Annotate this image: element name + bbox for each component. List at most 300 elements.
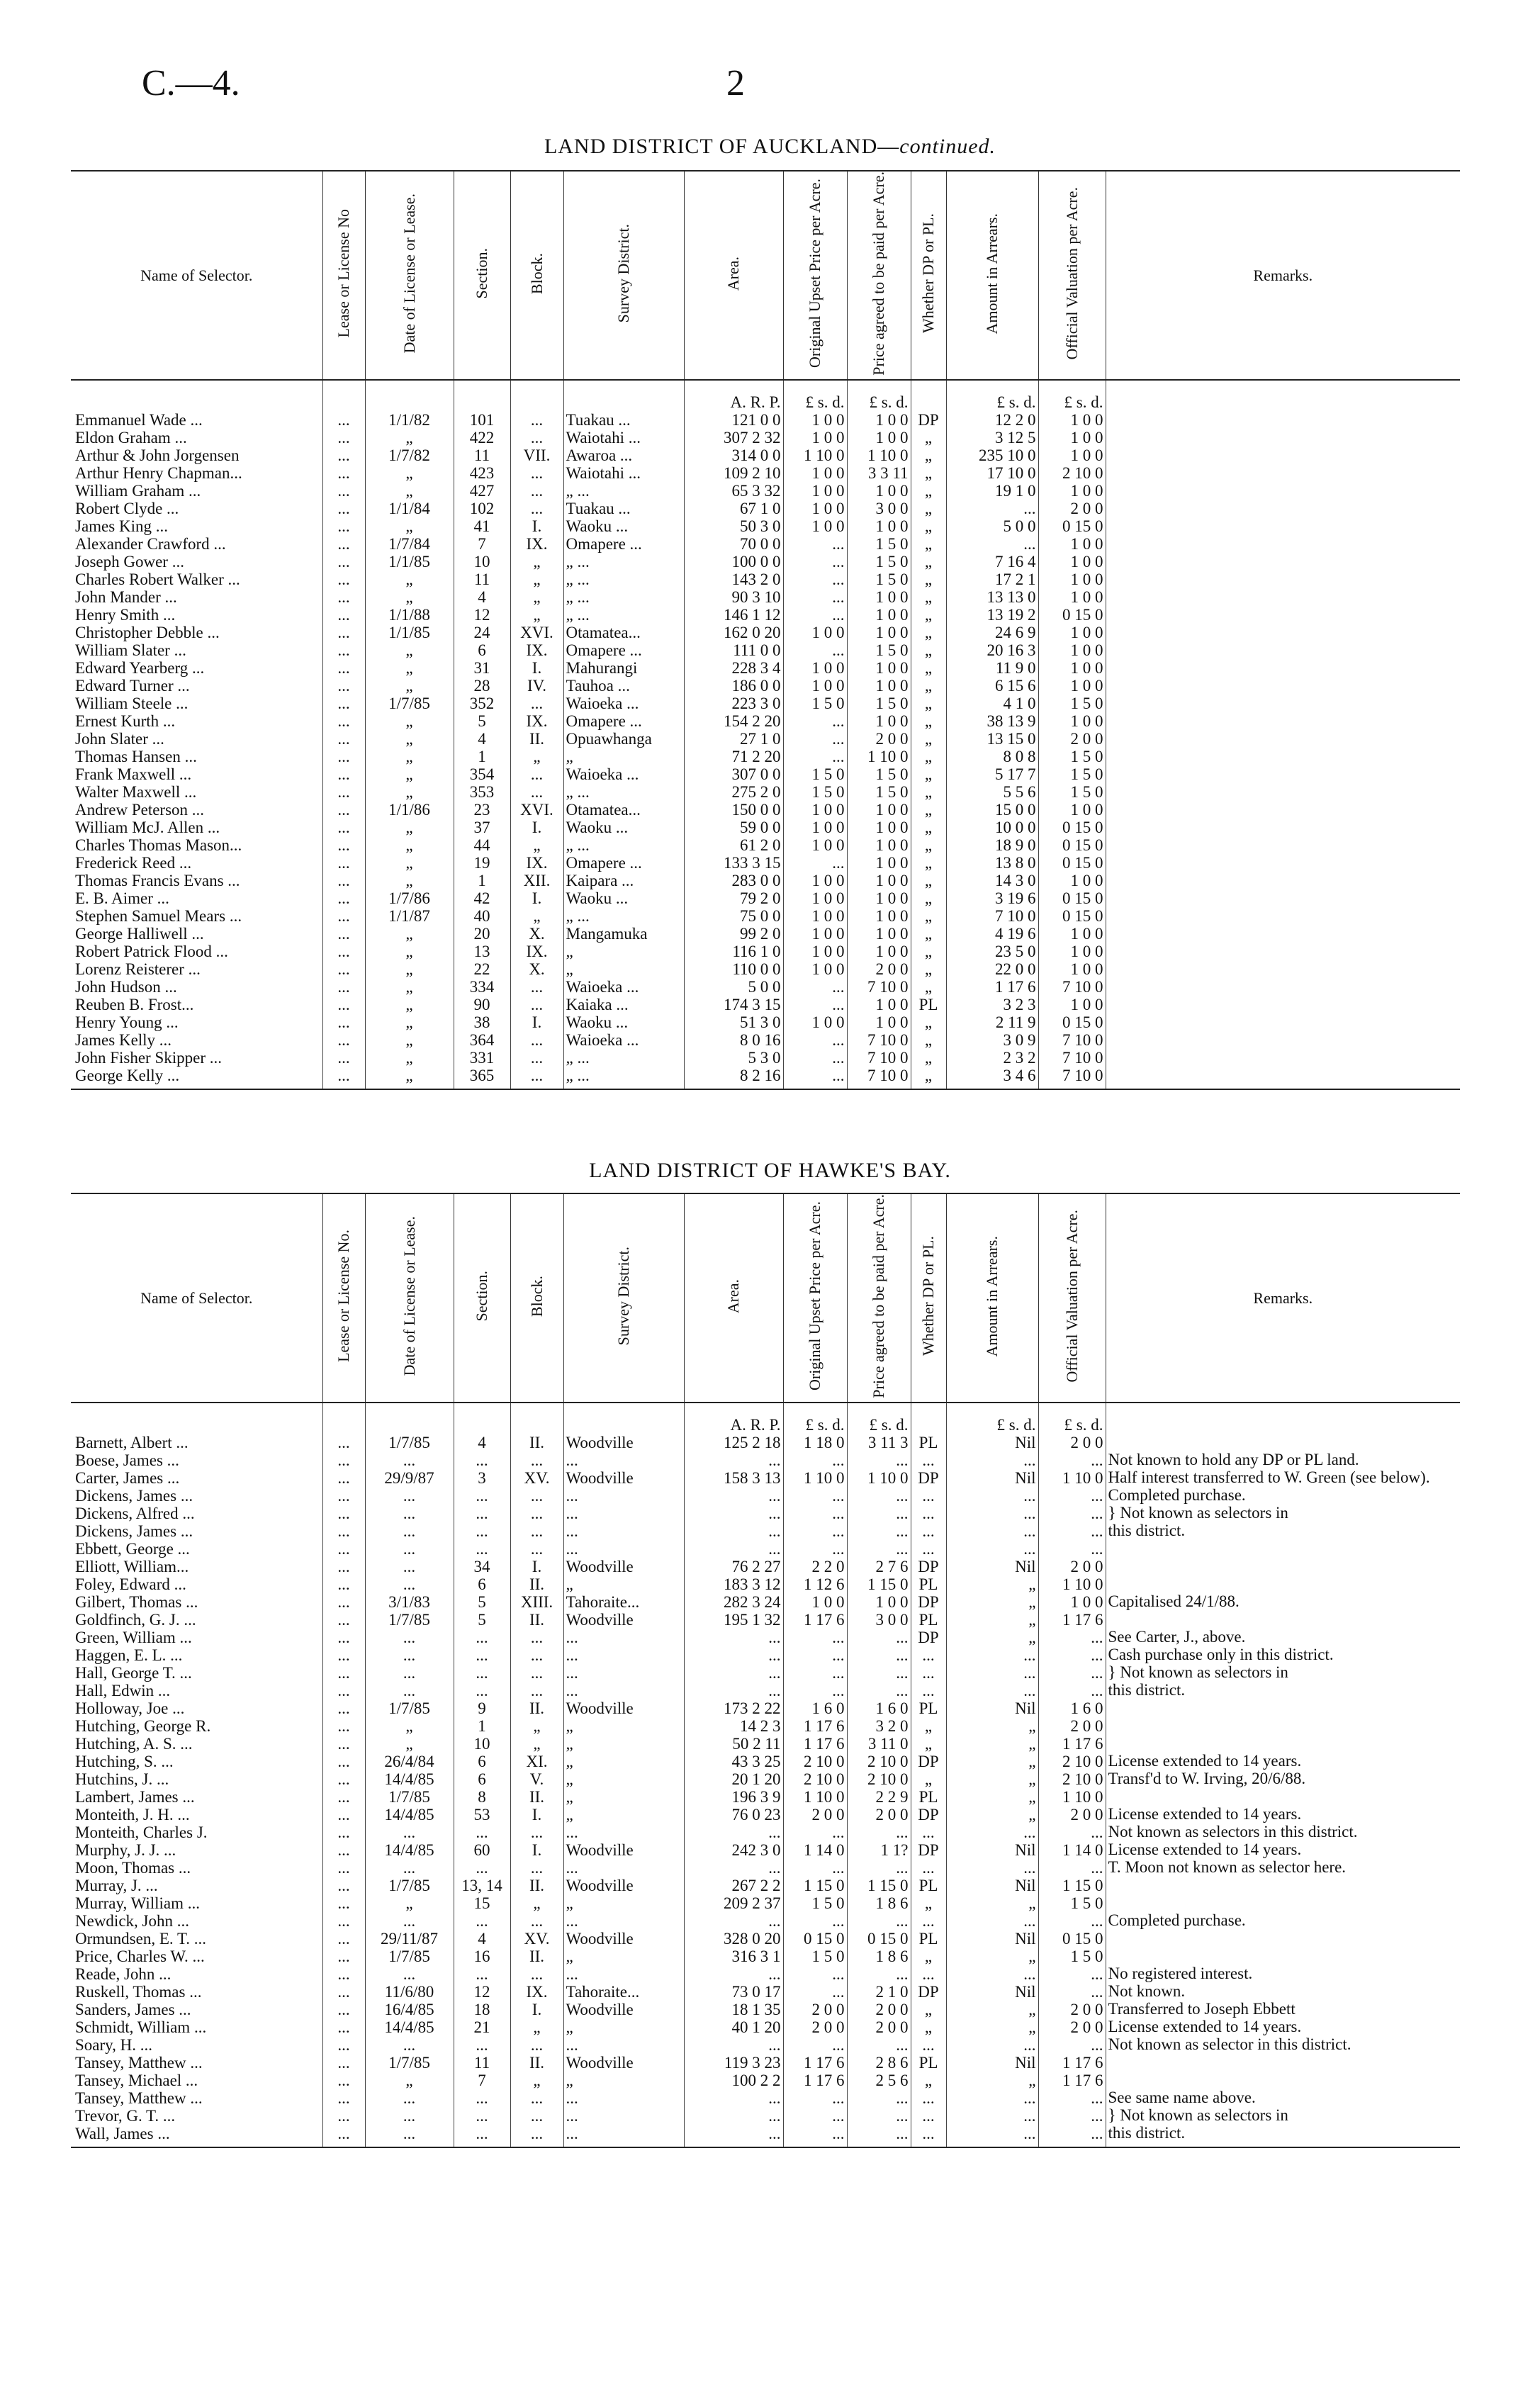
cell-lease-no: ... — [322, 677, 365, 695]
cell-upset-price: ... — [783, 748, 847, 765]
cell-date: 11/6/80 — [365, 1983, 454, 2001]
table-row — [71, 1664, 1460, 1682]
cell-area: 14 2 3 — [684, 1717, 783, 1735]
cell-survey-district: Woodville — [563, 1611, 684, 1629]
cell-agreed-price: ... — [847, 1629, 911, 1646]
cell-remarks — [1106, 889, 1460, 907]
cell-upset-price: 1 0 0 — [783, 960, 847, 978]
cell-section: 331 — [454, 1049, 510, 1067]
cell-valuation: 1 17 6 — [1038, 1611, 1106, 1629]
cell-agreed-price: ... — [847, 1522, 911, 1540]
cell-area: 99 2 0 — [684, 925, 783, 943]
table-row — [71, 2072, 1460, 2089]
cell-block: I. — [510, 889, 563, 907]
cell-arrears: 19 1 0 — [946, 482, 1038, 500]
cell-valuation: 1 0 0 — [1038, 677, 1106, 695]
cell-remarks — [1106, 1031, 1460, 1049]
cell-agreed-price: 1 0 0 — [847, 819, 911, 836]
cell-valuation: 1 0 0 — [1038, 1593, 1106, 1611]
cell-area: ... — [684, 2036, 783, 2054]
cell-name: Dickens, James ... — [75, 1522, 193, 1540]
cell-lease-no: ... — [322, 517, 365, 535]
table-row — [71, 1965, 1460, 1983]
cell-section: 11 — [454, 571, 510, 588]
cell-section: 37 — [454, 819, 510, 836]
cell-arrears: 7 16 4 — [946, 553, 1038, 571]
cell-area: ... — [684, 1859, 783, 1877]
cell-survey-district: ... — [563, 1540, 684, 1558]
cell-name: Reade, John ... — [75, 1965, 172, 1983]
cell-survey-district: Mangamuka — [563, 925, 684, 943]
table-row — [71, 1735, 1460, 1753]
cell-remarks — [1106, 872, 1460, 889]
cell-upset-price: 2 10 0 — [783, 1753, 847, 1770]
cell-remarks — [1106, 907, 1460, 925]
col-header-survey-district — [563, 1193, 684, 1403]
cell-block: „ — [510, 606, 563, 624]
cell-upset-price: 1 15 0 — [783, 1877, 847, 1894]
document-code: C.—4. — [142, 63, 240, 103]
cell-agreed-price: 1 0 0 — [847, 996, 911, 1013]
cell-area: 75 0 0 — [684, 907, 783, 925]
cell-lease-no: ... — [322, 1930, 365, 1948]
cell-arrears: ... — [946, 1912, 1038, 1930]
cell-area: 79 2 0 — [684, 889, 783, 907]
cell-block: II. — [510, 1575, 563, 1593]
cell-agreed-price: 1 0 0 — [847, 801, 911, 819]
cell-upset-price: ... — [783, 2125, 847, 2147]
cell-date: 14/4/85 — [365, 1806, 454, 1823]
cell-agreed-price: 1 0 0 — [847, 712, 911, 730]
table-row — [71, 801, 1460, 819]
cell-lease-no: ... — [322, 2018, 365, 2036]
cell-arrears: ... — [946, 2089, 1038, 2107]
cell-upset-price: ... — [783, 1983, 847, 2001]
cell-survey-district: Waioeka ... — [563, 695, 684, 712]
cell-area: 133 3 15 — [684, 854, 783, 872]
unit-agreed-price: £ s. d. — [847, 1403, 911, 1434]
table-row — [71, 1558, 1460, 1575]
table-row — [71, 978, 1460, 996]
cell-section: 13 — [454, 943, 510, 960]
table-row — [71, 659, 1460, 677]
cell-block: II. — [510, 2054, 563, 2072]
cell-date: „ — [365, 1717, 454, 1735]
cell-agreed-price: 1 8 6 — [847, 1948, 911, 1965]
cell-date: 14/4/85 — [365, 2018, 454, 2036]
cell-area: ... — [684, 2125, 783, 2147]
cell-area: 20 1 20 — [684, 1770, 783, 1788]
cell-agreed-price: 1 10 0 — [847, 748, 911, 765]
cell-name: Emmanuel Wade ... — [75, 410, 203, 429]
cell-name: John Mander ... — [75, 588, 177, 606]
cell-agreed-price: 2 10 0 — [847, 1770, 911, 1788]
cell-upset-price: 0 15 0 — [783, 1930, 847, 1948]
cell-agreed-price: 2 0 0 — [847, 2001, 911, 2018]
cell-lease-no: ... — [322, 907, 365, 925]
cell-arrears: 4 19 6 — [946, 925, 1038, 943]
cell-agreed-price: 2 5 6 — [847, 2072, 911, 2089]
cell-valuation: 2 0 0 — [1038, 1434, 1106, 1451]
cell-dp-pl: DP — [911, 1753, 946, 1770]
cell-section: 4 — [454, 1930, 510, 1948]
cell-valuation: 2 0 0 — [1038, 1717, 1106, 1735]
cell-survey-district: „ ... — [563, 553, 684, 571]
table-row — [71, 1067, 1460, 1089]
unit-arrears: £ s. d. — [946, 1403, 1038, 1434]
cell-lease-no: ... — [322, 535, 365, 553]
cell-section: 12 — [454, 606, 510, 624]
cell-dp-pl: „ — [911, 1717, 946, 1735]
cell-valuation: 1 5 0 — [1038, 1948, 1106, 1965]
cell-valuation: 1 10 0 — [1038, 1788, 1106, 1806]
cell-area: 223 3 0 — [684, 695, 783, 712]
cell-valuation: 0 15 0 — [1038, 1013, 1106, 1031]
col-header-label: Survey District. — [614, 224, 632, 323]
cell-dp-pl: PL — [911, 1788, 946, 1806]
table-row — [71, 1593, 1460, 1611]
cell-section: 4 — [454, 588, 510, 606]
table-row — [71, 624, 1460, 641]
cell-date: ... — [365, 1965, 454, 1983]
cell-section: 90 — [454, 996, 510, 1013]
table-row — [71, 748, 1460, 765]
cell-block: ... — [510, 1487, 563, 1505]
cell-lease-no: ... — [322, 571, 365, 588]
cell-lease-no: ... — [322, 1983, 365, 2001]
cell-valuation: ... — [1038, 2125, 1106, 2147]
cell-date: ... — [365, 1451, 454, 1469]
cell-block: V. — [510, 1770, 563, 1788]
cell-area: 67 1 0 — [684, 500, 783, 517]
cell-survey-district: „ — [563, 1735, 684, 1753]
col-header-arrears — [946, 171, 1038, 380]
cell-agreed-price: 7 10 0 — [847, 1031, 911, 1049]
col-header-upset-price — [783, 171, 847, 380]
cell-name: James Kelly ... — [75, 1030, 172, 1049]
cell-area: ... — [684, 1682, 783, 1699]
cell-area: 209 2 37 — [684, 1894, 783, 1912]
cell-lease-no: ... — [322, 1788, 365, 1806]
cell-date: „ — [365, 960, 454, 978]
cell-dp-pl: „ — [911, 748, 946, 765]
cell-agreed-price: ... — [847, 1823, 911, 1841]
cell-valuation: 2 10 0 — [1038, 1770, 1106, 1788]
cell-block: I. — [510, 1558, 563, 1575]
cell-arrears: ... — [946, 1965, 1038, 1983]
cell-agreed-price: 3 11 3 — [847, 1434, 911, 1451]
cell-remarks — [1106, 1013, 1460, 1031]
cell-valuation: 1 6 0 — [1038, 1699, 1106, 1717]
auckland-table — [71, 170, 1460, 1089]
cell-remarks: this district. — [1106, 2125, 1460, 2147]
cell-remarks: Completed purchase. — [1106, 1487, 1460, 1505]
cell-date: „ — [365, 641, 454, 659]
cell-arrears: ... — [946, 1451, 1038, 1469]
table-row — [71, 2125, 1460, 2147]
cell-survey-district: ... — [563, 1859, 684, 1877]
cell-survey-district: Awaroa ... — [563, 446, 684, 464]
cell-survey-district: Waioeka ... — [563, 978, 684, 996]
cell-dp-pl: „ — [911, 2001, 946, 2018]
cell-dp-pl: „ — [911, 730, 946, 748]
cell-block: ... — [510, 1629, 563, 1646]
unit-dp-pl — [911, 380, 946, 411]
cell-name: Reuben B. Frost... — [75, 995, 194, 1013]
cell-dp-pl: „ — [911, 1067, 946, 1089]
cell-block: XV. — [510, 1930, 563, 1948]
cell-agreed-price: 1 0 0 — [847, 588, 911, 606]
cell-area: ... — [684, 1451, 783, 1469]
cell-upset-price: 1 0 0 — [783, 819, 847, 836]
cell-name: Stephen Samuel Mears ... — [75, 906, 242, 925]
cell-agreed-price: 3 11 0 — [847, 1735, 911, 1753]
cell-valuation: 2 0 0 — [1038, 1806, 1106, 1823]
cell-dp-pl: „ — [911, 446, 946, 464]
cell-remarks — [1106, 1717, 1460, 1735]
cell-upset-price: ... — [783, 854, 847, 872]
cell-remarks: } Not known as selectors in — [1106, 1664, 1460, 1682]
cell-arrears: ... — [946, 500, 1038, 517]
cell-arrears: Nil — [946, 1877, 1038, 1894]
cell-agreed-price: 7 10 0 — [847, 1067, 911, 1089]
cell-name: Moon, Thomas ... — [75, 1858, 191, 1877]
cell-lease-no: ... — [322, 1629, 365, 1646]
cell-name: Hutching, A. S. ... — [75, 1734, 193, 1753]
cell-block: ... — [510, 2107, 563, 2125]
cell-date: 1/1/86 — [365, 801, 454, 819]
cell-date: 1/7/85 — [365, 695, 454, 712]
cell-dp-pl: „ — [911, 854, 946, 872]
cell-section: 352 — [454, 695, 510, 712]
table-row — [71, 1770, 1460, 1788]
cell-name: Thomas Hansen ... — [75, 747, 197, 765]
cell-name: Dickens, James ... — [75, 1486, 193, 1505]
cell-remarks: Not known. — [1106, 1983, 1460, 2001]
cell-survey-district: Waoku ... — [563, 517, 684, 535]
cell-remarks: Completed purchase. — [1106, 1912, 1460, 1930]
col-header-block — [510, 171, 563, 380]
table-row — [71, 1912, 1460, 1930]
units-row — [71, 1403, 1460, 1434]
col-header-agreed-price — [847, 1193, 911, 1403]
cell-arrears: 5 5 6 — [946, 783, 1038, 801]
cell-arrears: 38 13 9 — [946, 712, 1038, 730]
cell-date: ... — [365, 1823, 454, 1841]
cell-remarks — [1106, 943, 1460, 960]
cell-remarks: License extended to 14 years. — [1106, 1806, 1460, 1823]
cell-upset-price: ... — [783, 1031, 847, 1049]
cell-area: ... — [684, 1522, 783, 1540]
cell-agreed-price: ... — [847, 1664, 911, 1682]
cell-lease-no: ... — [322, 854, 365, 872]
cell-upset-price: 1 0 0 — [783, 1593, 847, 1611]
cell-remarks — [1106, 730, 1460, 748]
cell-remarks — [1106, 836, 1460, 854]
cell-upset-price: 1 0 0 — [783, 925, 847, 943]
cell-date: 1/7/84 — [365, 535, 454, 553]
cell-lease-no: ... — [322, 978, 365, 996]
cell-lease-no: ... — [322, 1540, 365, 1558]
cell-lease-no: ... — [322, 1965, 365, 1983]
cell-dp-pl: ... — [911, 1540, 946, 1558]
cell-section: ... — [454, 1487, 510, 1505]
cell-lease-no: ... — [322, 2036, 365, 2054]
col-header-dp-pl — [911, 1193, 946, 1403]
cell-date: „ — [365, 712, 454, 730]
cell-name: William McJ. Allen ... — [75, 818, 220, 836]
cell-date: „ — [365, 978, 454, 996]
cell-upset-price: 1 10 0 — [783, 1469, 847, 1487]
col-header-label: Official Valuation per Acre. — [1062, 187, 1081, 360]
cell-dp-pl: „ — [911, 695, 946, 712]
cell-date: 1/7/85 — [365, 1948, 454, 1965]
cell-section: 10 — [454, 553, 510, 571]
cell-survey-district: ... — [563, 2036, 684, 2054]
cell-name: Murray, J. ... — [75, 1876, 158, 1894]
cell-section: 41 — [454, 517, 510, 535]
cell-upset-price: ... — [783, 606, 847, 624]
table-row — [71, 1540, 1460, 1558]
cell-name: William Slater ... — [75, 641, 186, 659]
cell-remarks — [1106, 925, 1460, 943]
cell-survey-district: „ ... — [563, 482, 684, 500]
cell-agreed-price: 0 15 0 — [847, 1930, 911, 1948]
cell-arrears: Nil — [946, 1983, 1038, 2001]
cell-agreed-price: 1 0 0 — [847, 517, 911, 535]
cell-lease-no: ... — [322, 1877, 365, 1894]
cell-lease-no: ... — [322, 819, 365, 836]
cell-name: Green, William ... — [75, 1628, 192, 1646]
cell-arrears: 3 0 9 — [946, 1031, 1038, 1049]
cell-arrears: „ — [946, 1788, 1038, 1806]
cell-lease-no: ... — [322, 1646, 365, 1664]
cell-lease-no: ... — [322, 411, 365, 429]
cell-name: Monteith, Charles J. — [75, 1823, 208, 1841]
unit-remarks — [1106, 1403, 1460, 1434]
auckland-title-suffix: continued. — [899, 135, 996, 158]
cell-lease-no: ... — [322, 1770, 365, 1788]
cell-block: „ — [510, 1717, 563, 1735]
cell-survey-district: Waoku ... — [563, 889, 684, 907]
cell-dp-pl: „ — [911, 943, 946, 960]
cell-upset-price: ... — [783, 1965, 847, 1983]
cell-agreed-price: 7 10 0 — [847, 978, 911, 996]
cell-area: 282 3 24 — [684, 1593, 783, 1611]
cell-valuation: 7 10 0 — [1038, 1049, 1106, 1067]
cell-section: 11 — [454, 446, 510, 464]
cell-lease-no: ... — [322, 641, 365, 659]
table-row — [71, 2089, 1460, 2107]
cell-block: ... — [510, 1965, 563, 1983]
cell-remarks — [1106, 819, 1460, 836]
cell-section: 53 — [454, 1806, 510, 1823]
cell-lease-no: ... — [322, 1806, 365, 1823]
cell-survey-district: ... — [563, 1823, 684, 1841]
cell-dp-pl: „ — [911, 553, 946, 571]
cell-dp-pl: DP — [911, 411, 946, 429]
cell-arrears: Nil — [946, 1469, 1038, 1487]
cell-block: ... — [510, 482, 563, 500]
cell-block: I. — [510, 1841, 563, 1859]
cell-dp-pl: „ — [911, 677, 946, 695]
cell-upset-price: ... — [783, 730, 847, 748]
cell-remarks — [1106, 854, 1460, 872]
cell-area: 174 3 15 — [684, 996, 783, 1013]
cell-dp-pl: „ — [911, 1031, 946, 1049]
cell-date: 1/7/85 — [365, 1788, 454, 1806]
table-row — [71, 1487, 1460, 1505]
cell-dp-pl: ... — [911, 1912, 946, 1930]
cell-section: 422 — [454, 429, 510, 446]
col-header-remarks — [1106, 1193, 1460, 1403]
cell-date: „ — [365, 517, 454, 535]
cell-arrears: 17 2 1 — [946, 571, 1038, 588]
cell-name: Thomas Francis Evans ... — [75, 871, 240, 889]
cell-dp-pl: DP — [911, 1593, 946, 1611]
cell-agreed-price: 2 0 0 — [847, 2018, 911, 2036]
cell-block: ... — [510, 1912, 563, 1930]
cell-section: 4 — [454, 730, 510, 748]
col-header-label: Lease or License No — [335, 209, 352, 338]
cell-survey-district: „ ... — [563, 907, 684, 925]
cell-name: Tansey, Michael ... — [75, 2071, 198, 2089]
cell-remarks: No registered interest. — [1106, 1965, 1460, 1983]
header-row — [71, 1193, 1460, 1403]
cell-survey-district: „ — [563, 1770, 684, 1788]
cell-valuation: 0 15 0 — [1038, 889, 1106, 907]
cell-block: IX. — [510, 712, 563, 730]
cell-agreed-price: ... — [847, 2107, 911, 2125]
cell-date: 1/7/85 — [365, 1699, 454, 1717]
cell-date: ... — [365, 2089, 454, 2107]
cell-survey-district: „ — [563, 1575, 684, 1593]
cell-remarks: } Not known as selectors in — [1106, 1505, 1460, 1522]
table-row — [71, 677, 1460, 695]
cell-dp-pl: ... — [911, 2107, 946, 2125]
cell-lease-no: ... — [322, 836, 365, 854]
unit-area: A. R. P. — [684, 1403, 783, 1434]
cell-valuation: 1 10 0 — [1038, 1575, 1106, 1593]
auckland-table-bottom-rule — [71, 1089, 1460, 1090]
cell-dp-pl: ... — [911, 1646, 946, 1664]
cell-lease-no: ... — [322, 2107, 365, 2125]
cell-date: ... — [365, 2036, 454, 2054]
cell-date: 14/4/85 — [365, 1770, 454, 1788]
cell-survey-district: Woodville — [563, 1699, 684, 1717]
cell-upset-price: ... — [783, 571, 847, 588]
cell-block: X. — [510, 925, 563, 943]
cell-upset-price: 1 0 0 — [783, 482, 847, 500]
cell-section: 7 — [454, 535, 510, 553]
cell-arrears: 15 0 0 — [946, 801, 1038, 819]
cell-name: Joseph Gower ... — [75, 552, 184, 571]
cell-name: Andrew Peterson ... — [75, 800, 205, 819]
cell-upset-price: 1 0 0 — [783, 872, 847, 889]
cell-block: ... — [510, 1540, 563, 1558]
cell-name: Boese, James ... — [75, 1451, 179, 1469]
cell-date: ... — [365, 1859, 454, 1877]
cell-valuation: 1 15 0 — [1038, 1877, 1106, 1894]
table-row — [71, 854, 1460, 872]
cell-remarks: Half interest transferred to W. Green (see below). — [1106, 1469, 1460, 1487]
cell-survey-district: Woodville — [563, 1877, 684, 1894]
cell-arrears: 13 8 0 — [946, 854, 1038, 872]
cell-block: „ — [510, 748, 563, 765]
col-header-label: Section. — [473, 248, 490, 299]
cell-area: ... — [684, 2107, 783, 2125]
cell-survey-district: Waiotahi ... — [563, 464, 684, 482]
